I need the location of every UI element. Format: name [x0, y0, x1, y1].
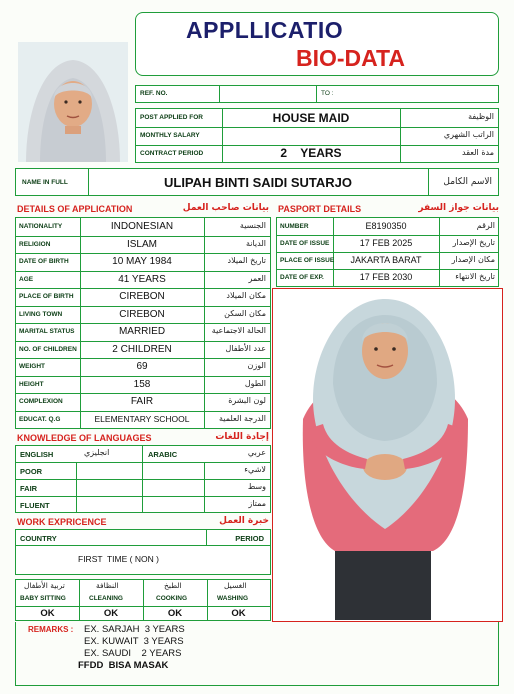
- religion-ar: الديانة: [245, 238, 266, 248]
- cleaning-value: OK: [103, 608, 119, 619]
- poor-ar: لاشيء: [244, 465, 266, 474]
- passport-issue-date-label: DATE OF ISSUE: [280, 240, 330, 247]
- to-label: TO :: [321, 90, 334, 97]
- age-ar: العمر: [248, 273, 266, 283]
- no-of-children-value: 2 CHILDREN: [112, 343, 172, 355]
- washing-ar: الغسيل: [224, 581, 247, 590]
- place-of-birth-ar: مكان الميلاد: [226, 291, 266, 300]
- cooking-label: COOKING: [156, 595, 188, 602]
- washing-value: OK: [231, 608, 246, 619]
- date-of-birth-ar: تاريخ الميلاد: [227, 256, 266, 265]
- name-value: ULIPAH BINTI SAIDI SUTARJO: [163, 175, 353, 190]
- baby-sitting-label: BABY SITTING: [20, 595, 66, 602]
- passport-issue-place-label: PLACE OF ISSUE: [280, 257, 335, 264]
- cleaning-label: CLEANING: [89, 595, 123, 602]
- work-heading-ar: خبرة العمل: [219, 516, 269, 526]
- remarks-line-3: EX. SAUDI 2 YEARS: [84, 648, 182, 659]
- ref-no-label: REF. NO.: [140, 90, 168, 97]
- place-of-birth-label: PLACE OF BIRTH: [19, 293, 74, 300]
- fluent-label: FLUENT: [20, 501, 50, 510]
- marital-status-value: MARRIED: [118, 326, 166, 337]
- remarks-line-2: EX. KUWAIT 3 YEARS: [84, 636, 184, 647]
- date-of-birth-label: DATE OF BIRTH: [19, 258, 69, 265]
- passport-issue-date-value: 17 FEB 2025: [359, 238, 413, 248]
- nationality-label: NATIONALITY: [19, 223, 63, 230]
- title-line-2: BIO-DATA: [296, 45, 406, 71]
- ref-row: [135, 85, 499, 103]
- living-town-ar: مكان السكن: [224, 308, 266, 318]
- name-label: NAME IN FULL: [22, 179, 68, 186]
- languages-table: [15, 445, 271, 513]
- full-body-photo: [272, 288, 503, 622]
- passport-table: [276, 217, 499, 287]
- poor-label: POOR: [20, 467, 43, 476]
- monthly-salary-ar: الراتب الشهري: [443, 130, 494, 139]
- monthly-salary-label: MONTHLY SALARY: [140, 132, 200, 139]
- post-applied-ar: الوظيفة: [468, 112, 494, 121]
- weight-value: 69: [136, 361, 148, 372]
- religion-label: RELIGION: [19, 240, 51, 248]
- fair-label: FAIR: [20, 484, 38, 493]
- washing-label: WASHING: [217, 595, 249, 602]
- arabic-ar: عربي: [247, 448, 266, 457]
- work-heading: WORK EXPRICENCE: [17, 517, 107, 527]
- passport-expiry-value: 17 FEB 2030: [359, 272, 413, 282]
- age-value: 41 YEARS: [118, 273, 166, 285]
- remarks-line-1: EX. SARJAH 3 YEARS: [84, 624, 185, 635]
- place-of-birth-value: CIREBON: [119, 291, 165, 302]
- remarks-area: [15, 622, 499, 686]
- name-ar: الاسم الكامل: [443, 177, 492, 187]
- passport-heading: PASPORT DETAILS: [278, 204, 362, 214]
- details-table: [15, 217, 271, 429]
- passport-number-ar: الرقم: [476, 221, 495, 230]
- arabic-label: ARABIC: [148, 450, 178, 459]
- period-label: PERIOD: [235, 534, 264, 543]
- passport-issue-place-value: JAKARTA BARAT: [350, 255, 422, 265]
- living-town-value: CIREBON: [119, 308, 165, 320]
- marital-status-label: MARITAL STATUS: [19, 328, 75, 335]
- complexion-ar: لون البشرة: [228, 396, 266, 405]
- passport-expiry-ar: تاريخ الانتهاء: [455, 272, 495, 281]
- remarks-line-4: FFDD BISA MASAK: [78, 660, 169, 671]
- fair-ar: وسط: [247, 482, 266, 491]
- height-ar: الطول: [244, 378, 266, 388]
- nationality-value: INDONESIAN: [110, 221, 174, 232]
- passport-expiry-label: DATE OF EXP.: [280, 274, 324, 281]
- date-of-birth-value: 10 MAY 1984: [112, 256, 172, 267]
- english-ar: انجليزي: [84, 448, 110, 457]
- portrait-photo: [18, 42, 128, 162]
- baby-sitting-ar: تربية الأطفال: [24, 581, 65, 590]
- weight-label: WEIGHT: [19, 363, 45, 370]
- weight-ar: الوزن: [247, 361, 266, 370]
- cleaning-ar: النظافة: [96, 581, 119, 590]
- educat-q-g-label: EDUCAT. Q.G: [19, 415, 61, 423]
- cooking-ar: الطبخ: [164, 581, 182, 590]
- skills-table: [15, 579, 271, 621]
- post-applied-label: POST APPLIED FOR: [140, 114, 203, 121]
- religion-value: ISLAM: [126, 238, 157, 250]
- complexion-label: COMPLEXION: [19, 398, 63, 405]
- work-table: [15, 529, 271, 575]
- passport-issue-date-ar: تاريخ الإصدار: [452, 238, 495, 247]
- contract-period-ar: مدة العقد: [462, 148, 494, 157]
- cooking-value: OK: [167, 608, 183, 619]
- height-label: HEIGHT: [19, 380, 44, 388]
- no-of-children-ar: عدد الأطفال: [225, 343, 266, 353]
- fluent-ar: ممتاز: [248, 499, 266, 508]
- languages-heading: KNOWLEDGE OF LANGUAGES: [17, 433, 152, 443]
- no-of-children-label: NO. OF CHILDREN: [19, 345, 77, 353]
- contract-period-value: 2 YEARS: [280, 146, 342, 160]
- languages-heading-ar: إجادة اللغات: [215, 432, 269, 442]
- country-label: COUNTRY: [20, 534, 57, 543]
- passport-number-label: NUMBER: [280, 223, 309, 230]
- details-heading: DETAILS OF APPLICATION: [17, 204, 133, 214]
- details-heading-ar: بيانات صاحب العمل: [182, 203, 269, 213]
- remarks-label: REMARKS :: [28, 625, 74, 634]
- passport-number-value: E8190350: [365, 221, 407, 231]
- title-box: [135, 12, 499, 76]
- baby-sitting-value: OK: [40, 608, 55, 619]
- english-label: ENGLISH: [20, 450, 54, 459]
- work-entry: FIRST TIME ( NON ): [78, 554, 159, 564]
- nationality-ar: الجنسية: [239, 221, 266, 230]
- passport-issue-place-ar: مكان الإصدار: [451, 255, 495, 264]
- complexion-value: FAIR: [130, 396, 154, 407]
- name-row: [15, 168, 499, 196]
- educat-q-g-ar: الدرجة العلمية: [219, 413, 266, 423]
- job-table: [135, 108, 499, 163]
- title-line-1: APPLLICATIO: [186, 17, 344, 43]
- age-label: AGE: [19, 275, 34, 283]
- marital-status-ar: الحالة الاجتماعية: [211, 326, 266, 335]
- contract-period-label: CONTRACT PERIOD: [140, 150, 204, 157]
- passport-heading-ar: بيانات جواز السفر: [418, 203, 499, 213]
- post-applied-value: HOUSE MAID: [272, 111, 350, 125]
- living-town-label: LIVING TOWN: [19, 310, 63, 318]
- height-value: 158: [133, 378, 151, 390]
- educat-q-g-value: ELEMENTARY SCHOOL: [94, 413, 190, 424]
